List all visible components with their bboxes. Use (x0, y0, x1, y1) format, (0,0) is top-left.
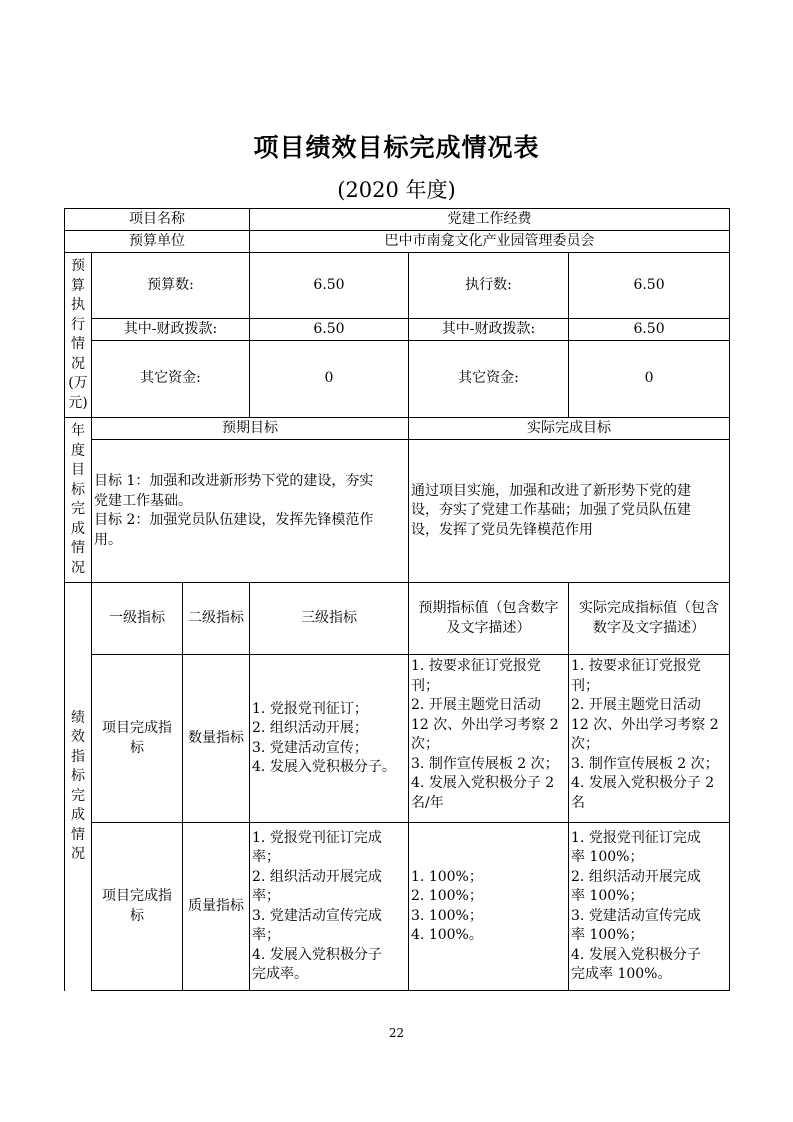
indicator-header-row (65, 583, 730, 655)
level3-indicator: 1. 党报党刊征订； 2. 组织活动开展； 3. 党建活动宣传； 4. 发展入党积极分子。 (250, 655, 409, 823)
annual-target-side-label: 年 度 目 标 完 成 情 况 (65, 418, 92, 583)
fiscal-exec-label: 其中-财政拨款: (409, 319, 569, 341)
actual-value-header: 实际完成指标值（包含 数字及文字描述） (569, 583, 730, 655)
annual-target-header-row (65, 418, 730, 440)
expected-value-header: 预期指标值（包含数字 及文字描述） (409, 583, 569, 655)
budget-amount-label: 预算数: (92, 253, 250, 319)
indicator-row-quantity (65, 655, 730, 823)
budget-execution-side-label: 预 算 执 行 情 况 (万 元) (65, 253, 92, 418)
expected-indicator-value: 1. 100%； 2. 100%； 3. 100%； 4. 100%。 (409, 823, 569, 991)
budget-amount-value: 6.50 (250, 253, 409, 319)
other-exec-value: 0 (569, 341, 730, 418)
performance-table (64, 208, 730, 991)
other-budget-label: 其它资金: (92, 341, 250, 418)
budget-amount-row (65, 253, 730, 319)
level1-indicator-header: 一级指标 (92, 583, 183, 655)
expected-target-text: 目标 1：加强和改进新形势下党的建设，夯实 党建工作基础。 目标 2：加强党员队伍建设，发挥先锋模范作 用。 (92, 440, 409, 583)
level3-indicator: 1. 党报党刊征订完成 率； 2. 组织活动开展完成 率； 3. 党建活动宣传完成 率； 4. 发展入党积极分子 完成率。 (250, 823, 409, 991)
execution-amount-value: 6.50 (569, 253, 730, 319)
page-number: 22 (388, 1026, 405, 1040)
level2-indicator-header: 二级指标 (183, 583, 250, 655)
level2-indicator: 质量指标 (183, 823, 250, 991)
other-exec-label: 其它资金: (409, 341, 569, 418)
actual-indicator-value: 1. 党报党刊征订完成 率 100%； 2. 组织活动开展完成 率 100%； 3. 党建活动宣传完成 率 100%； 4. 发展入党积极分子 完成率 100%。 (569, 823, 730, 991)
actual-indicator-value: 1. 按要求征订党报党 刊； 2. 开展主题党日活动 12 次、外出学习考察 2 次； 3. 制作宣传展板 2 次； 4. 发展入党积极分子 2 名 (569, 655, 730, 823)
level1-indicator: 项目完成指 标 (92, 655, 183, 823)
project-name-value: 党建工作经费 (250, 209, 730, 231)
page-subtitle: (2020 年度) (337, 178, 456, 202)
level2-indicator: 数量指标 (183, 655, 250, 823)
fiscal-budget-value: 6.50 (250, 319, 409, 341)
annual-target-content-row (65, 440, 730, 583)
other-funds-row (65, 341, 730, 418)
execution-amount-label: 执行数: (409, 253, 569, 319)
level1-indicator: 项目完成指 标 (92, 823, 183, 991)
indicator-side-label: 绩 效 指 标 完 成 情 况 (65, 583, 92, 991)
actual-target-text: 通过项目实施，加强和改进了新形势下党的建 设，夯实了党建工作基础；加强了党员队伍建 设，发挥了党员先锋模范作用 (409, 440, 730, 583)
fiscal-exec-value: 6.50 (569, 319, 730, 341)
budget-unit-label: 预算单位 (65, 231, 250, 253)
budget-unit-row (65, 231, 730, 253)
fiscal-budget-label: 其中-财政拨款: (92, 319, 250, 341)
other-budget-value: 0 (250, 341, 409, 418)
actual-target-header: 实际完成目标 (409, 418, 730, 440)
indicator-row-quality (65, 823, 730, 991)
fiscal-allocation-row (65, 319, 730, 341)
project-name-row (65, 209, 730, 231)
expected-indicator-value: 1. 按要求征订党报党 刊； 2. 开展主题党日活动 12 次、外出学习考察 2 次； 3. 制作宣传展板 2 次； 4. 发展入党积极分子 2 名/年 (409, 655, 569, 823)
level3-indicator-header: 三级指标 (250, 583, 409, 655)
budget-unit-value: 巴中市南龛文化产业园管理委员会 (250, 231, 730, 253)
page-title: 项目绩效目标完成情况表 (253, 133, 540, 162)
expected-target-header: 预期目标 (92, 418, 409, 440)
project-name-label: 项目名称 (65, 209, 250, 231)
